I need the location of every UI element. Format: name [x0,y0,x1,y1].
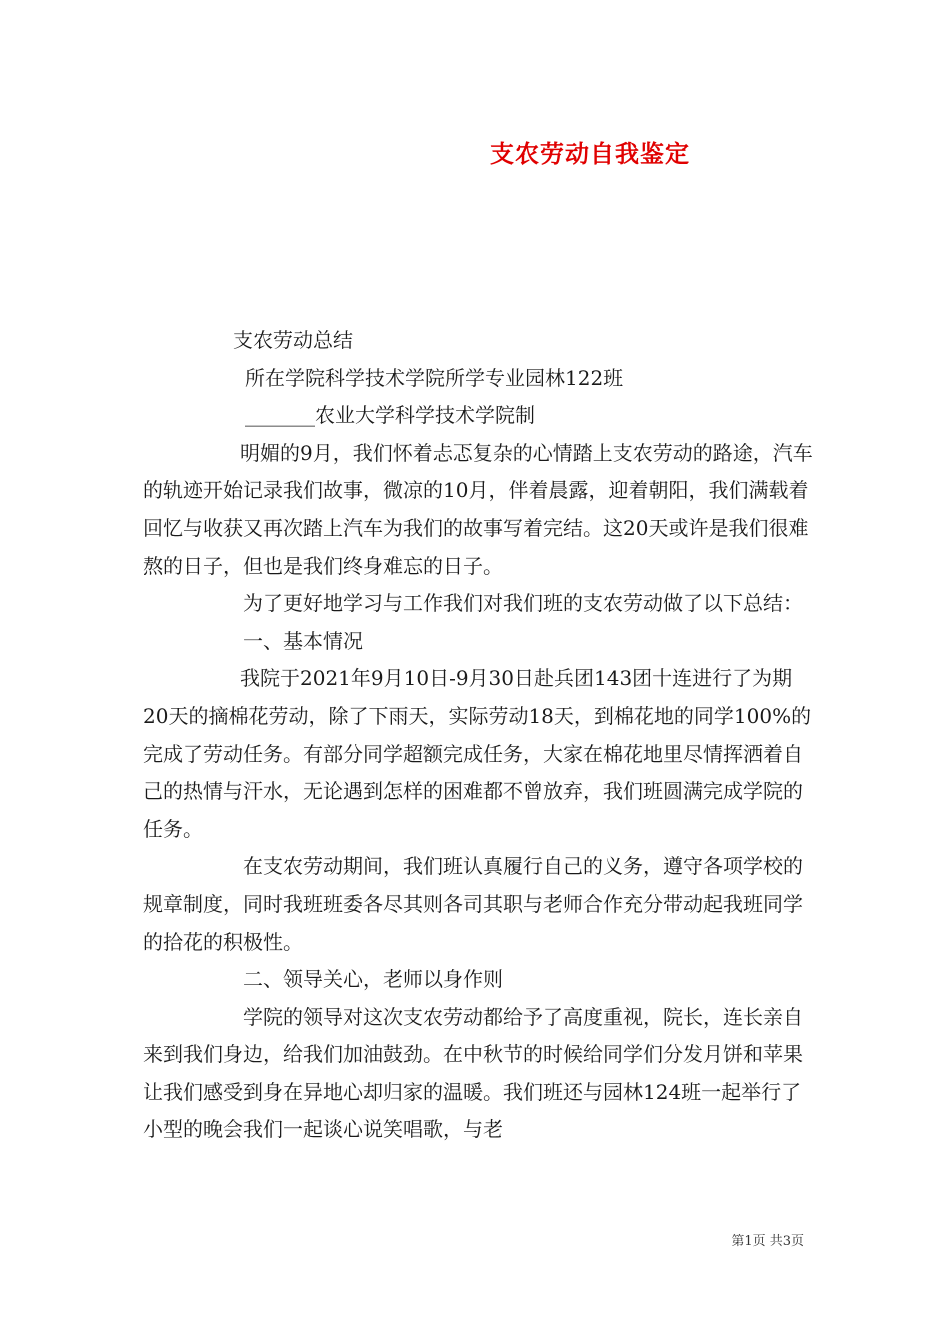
paragraph-basic-2: 在支农劳动期间，我们班认真履行自己的义务，遵守各项学校的规章制度，同时我班班委各尽其则各司其职与老师合作充分带动起我班同学的拾花的积极性。 [143,854,803,954]
document-body [143,322,815,1149]
paragraph-basic-1: 我院于2021年9月10日-9月30日赴兵团143团十连进行了为期20天的摘棉花劳动，除了下雨天，实际劳动18天，到棉花地的同学100%的完成了劳动任务。有部分同学超额完成任务，大家在棉花地里尽情挥洒着自己的热情与汗水，无论遇到怎样的困难都不曾放弃，我们班圆满完成学院的任务。 [143,666,812,841]
org-line: _______农业大学科学技术学院制 [245,403,535,428]
document-title: 支农劳动自我鉴定 [490,139,690,168]
paragraph-leadership-1: 学院的领导对这次支农劳动都给予了高度重视，院长，连长亲自来到我们身边，给我们加油鼓劲。在中秋节的时候给同学们分发月饼和苹果让我们感受到身在异地心却归家的温暖。我们班还与园林124班一起举行了小型的晚会我们一起谈心说笑唱歌，与老 [143,1004,803,1142]
page-number: 第1页 共3页 [731,1234,804,1249]
section-title-basic: 一、基本情况 [243,628,363,653]
summary-heading: 支农劳动总结 [233,328,353,352]
info-line: 所在学院科学技术学院所学专业园林122班 [245,365,624,390]
section-title-leadership: 二、领导关心，老师以身作则 [243,967,503,992]
paragraph-intro: 明媚的9月，我们怀着忐忑复杂的心情踏上支农劳动的路途，汽车的轨迹开始记录我们故事，微凉的10月，伴着晨露，迎着朝阳，我们满载着回忆与收获又再次踏上汽车为我们的故事写着完结。这20天或许是我们很难熬的日子，但也是我们终身难忘的日子。 [143,440,813,578]
paragraph-summary-lead: 为了更好地学习与工作我们对我们班的支农劳动做了以下总结： [243,591,803,616]
